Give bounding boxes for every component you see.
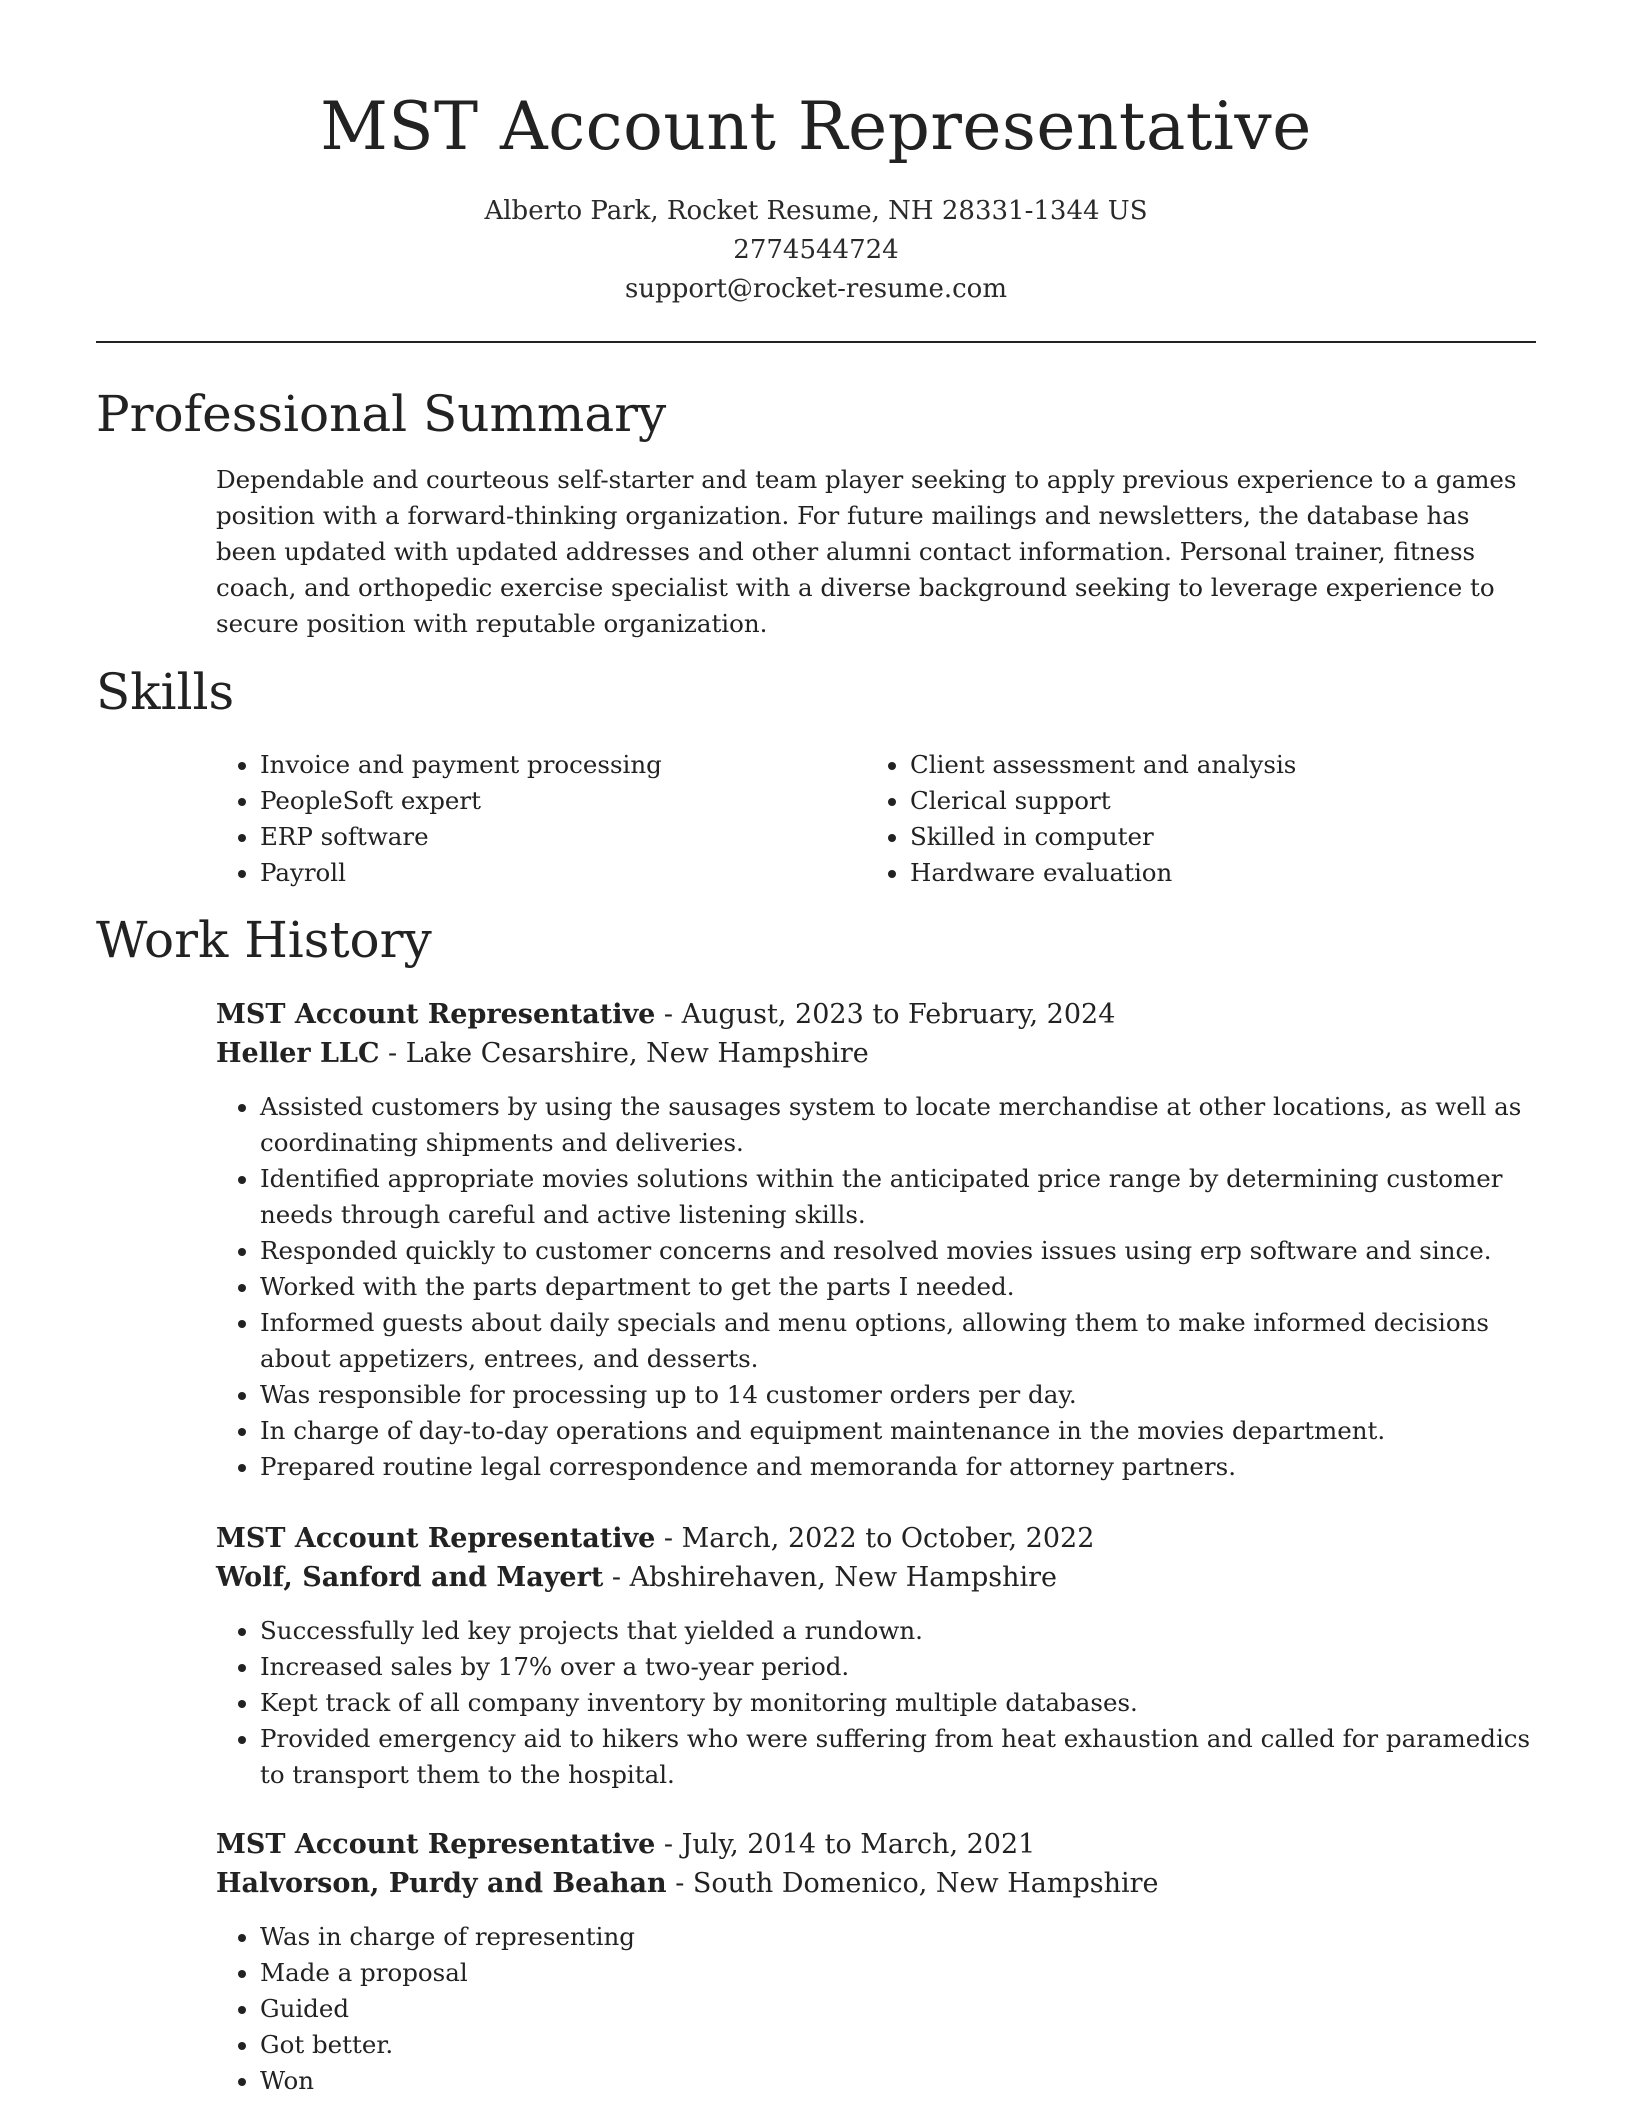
- job-dates: - July, 2014 to March, 2021: [655, 1829, 1036, 1860]
- job-title-line: [216, 1825, 1536, 1864]
- job-title: MST Account Representative: [216, 1523, 656, 1554]
- candidate-name: MST Account Representative: [320, 88, 1312, 165]
- job-dates: - August, 2023 to February, 2024: [655, 999, 1116, 1030]
- job-company: Heller LLC: [216, 1038, 380, 1069]
- job-entry: [216, 995, 1536, 1485]
- contact-phone: 2774544724: [733, 235, 899, 265]
- job-bullet: • Worked with the parts department to get the parts I needed.: [260, 1269, 1536, 1305]
- job-bullet: • Responded quickly to customer concerns and resolved movies issues using erp software and since.: [260, 1233, 1536, 1269]
- job-bullet: • Made a proposal: [260, 1955, 1536, 1991]
- job-bullet: • Informed guests about daily specials and menu options, allowing them to make informed decisions about appetizers, entrees, and desserts.: [260, 1305, 1536, 1377]
- job-bullet: • Provided emergency aid to hikers who were suffering from heat exhaustion and called for paramedics to transport them to the hospital.: [260, 1721, 1536, 1793]
- job-bullet: • Got better.: [260, 2027, 1536, 2063]
- summary-text: Dependable and courteous self-starter and team player seeking to apply previous experience to a games position with a forward-thinking organization. For future mailings and newsletters, the database has been updated with updated addresses and other alumni contact information. Personal trainer, fitness coach, and orthopedic exercise specialist with a diverse background seeking to leverage experience to secure position with reputable organization.: [216, 465, 1517, 638]
- skills-column-right: [866, 747, 1516, 891]
- job-dates: - March, 2022 to October, 2022: [655, 1523, 1095, 1554]
- job-bullet: • Was in charge of representing: [260, 1919, 1536, 1955]
- job-company: Wolf, Sanford and Mayert: [216, 1562, 604, 1593]
- skill-item: • Client assessment and analysis: [910, 747, 1516, 783]
- job-company-line: [216, 1558, 1536, 1597]
- job-title-line: [216, 1519, 1536, 1558]
- skills-heading: Skills: [96, 663, 235, 721]
- contact-address: Alberto Park, Rocket Resume, NH 28331-1344 US: [484, 196, 1148, 226]
- job-bullet: • Was responsible for processing up to 14 customer orders per day.: [260, 1377, 1536, 1413]
- summary-heading: Professional Summary: [96, 385, 667, 443]
- contact-email: support@rocket-resume.com: [624, 274, 1007, 304]
- skill-item: • Payroll: [260, 855, 866, 891]
- job-bullets: [216, 1919, 1536, 2099]
- skills-list: [216, 747, 1536, 891]
- skill-item: • Hardware evaluation: [910, 855, 1516, 891]
- skills-column-left: [216, 747, 866, 891]
- job-company: Halvorson, Purdy and Beahan: [216, 1868, 667, 1899]
- resume-header: [0, 0, 1632, 309]
- job-title: MST Account Representative: [216, 1829, 656, 1860]
- job-bullet: • Increased sales by 17% over a two-year period.: [260, 1649, 1536, 1685]
- job-bullet: • In charge of day-to-day operations and equipment maintenance in the movies department.: [260, 1413, 1536, 1449]
- contact-block: [0, 192, 1632, 309]
- skill-item: • Invoice and payment processing: [260, 747, 866, 783]
- header-divider: [96, 341, 1536, 343]
- skill-item: • PeopleSoft expert: [260, 783, 866, 819]
- job-bullet: • Kept track of all company inventory by monitoring multiple databases.: [260, 1685, 1536, 1721]
- job-bullet: • Assisted customers by using the sausages system to locate merchandise at other locations, as well as coordinating shipments and deliveries.: [260, 1089, 1536, 1161]
- job-bullet: • Successfully led key projects that yielded a rundown.: [260, 1613, 1536, 1649]
- job-bullet: • Guided: [260, 1991, 1536, 2027]
- job-bullet: • Identified appropriate movies solutions within the anticipated price range by determining customer needs through careful and active listening skills.: [260, 1161, 1536, 1233]
- skill-item: • Clerical support: [910, 783, 1516, 819]
- job-company-line: [216, 1864, 1536, 1903]
- job-title-line: [216, 995, 1536, 1034]
- work-history-heading: Work History: [96, 911, 432, 969]
- job-entry: [216, 1825, 1536, 2099]
- job-location: - Lake Cesarshire, New Hampshire: [379, 1038, 869, 1069]
- skill-item: • Skilled in computer: [910, 819, 1516, 855]
- job-bullet: • Prepared routine legal correspondence and memoranda for attorney partners.: [260, 1449, 1536, 1485]
- job-bullet: • Won: [260, 2063, 1536, 2099]
- job-entry: [216, 1519, 1536, 1793]
- job-title: MST Account Representative: [216, 999, 656, 1030]
- job-bullets: [216, 1613, 1536, 1793]
- job-location: - South Domenico, New Hampshire: [666, 1868, 1159, 1899]
- job-location: - Abshirehaven, New Hampshire: [603, 1562, 1058, 1593]
- job-bullets: [216, 1089, 1536, 1485]
- job-company-line: [216, 1034, 1536, 1073]
- skill-item: • ERP software: [260, 819, 866, 855]
